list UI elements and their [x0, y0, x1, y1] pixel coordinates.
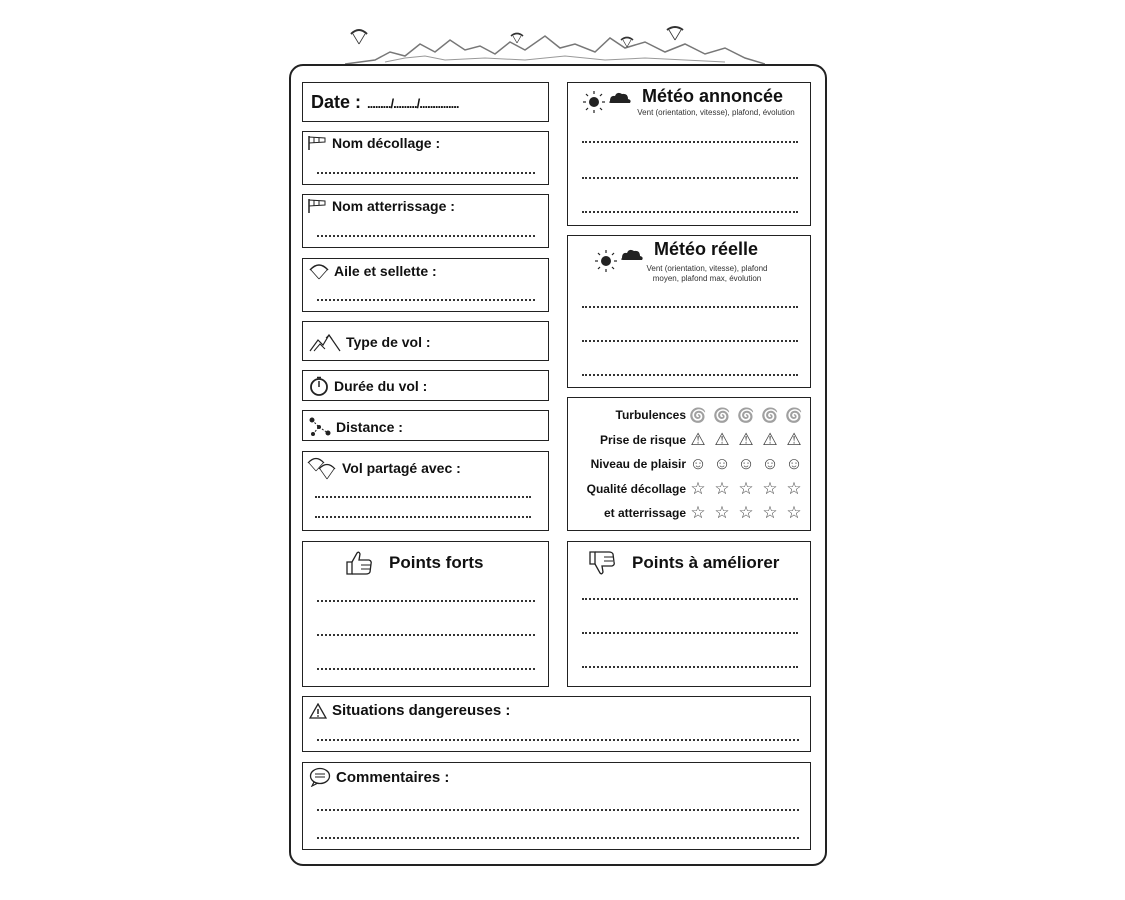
distance-label: Distance :: [336, 419, 403, 435]
actual-note-line-1: Vent (orientation, vitesse), plafond: [646, 264, 768, 273]
warning-icon[interactable]: ⚠: [762, 429, 778, 449]
star-icon[interactable]: ☆: [762, 478, 778, 498]
rating-scale: [688, 455, 804, 473]
actual-title: Météo réelle: [654, 239, 759, 259]
forecast-line-1[interactable]: [582, 141, 798, 143]
thumbs-up-icon: [345, 550, 375, 576]
danger-line[interactable]: [317, 739, 799, 741]
turbulence-icon[interactable]: 🌀: [761, 407, 779, 423]
actual-line-2[interactable]: [582, 340, 798, 342]
forecast-line-3[interactable]: [582, 211, 798, 213]
turbulence-icon[interactable]: 🌀: [737, 407, 755, 423]
route-icon: [309, 417, 331, 437]
turbulence-icon[interactable]: 🌀: [713, 407, 731, 423]
windsock-icon: [307, 198, 327, 214]
star-icon[interactable]: ☆: [738, 503, 754, 522]
improve-line-1[interactable]: [582, 598, 798, 600]
mountains-icon: [345, 22, 765, 66]
star-icon[interactable]: ☆: [738, 478, 754, 498]
flight-type-label: Type de vol :: [346, 334, 431, 350]
star-icon[interactable]: ☆: [714, 478, 730, 498]
comments-box[interactable]: [302, 762, 811, 850]
ratings-box: [567, 397, 811, 531]
danger-label: Situations dangereuses :: [332, 702, 511, 719]
takeoff-label: Nom décollage :: [332, 135, 441, 151]
shared-line-1[interactable]: [315, 496, 531, 498]
landing-line[interactable]: [317, 235, 535, 237]
date-label: Date :: [311, 92, 362, 112]
actual-note-line-2: moyen, plafond max, évolution: [652, 274, 762, 283]
rating-label: Prise de risque: [599, 432, 686, 447]
warning-icon[interactable]: ⚠: [714, 429, 730, 449]
star-icon[interactable]: ☆: [690, 503, 706, 522]
stopwatch-icon: [309, 376, 329, 396]
danger-box[interactable]: [302, 696, 811, 752]
mountains-icon: [309, 332, 341, 352]
star-icon[interactable]: ☆: [786, 478, 802, 498]
strengths-line-2[interactable]: [317, 634, 535, 636]
star-icon[interactable]: ☆: [786, 503, 802, 522]
actual-weather-box[interactable]: [567, 235, 811, 388]
comments-label: Commentaires :: [336, 768, 450, 786]
shared-box[interactable]: [302, 451, 549, 531]
shared-label: Vol partagé avec :: [342, 460, 461, 476]
actual-line-1[interactable]: [582, 306, 798, 308]
thumbs-down-icon: [588, 550, 618, 576]
rating-label: Niveau de plaisir: [590, 457, 686, 471]
date-box[interactable]: [302, 82, 549, 122]
takeoff-line[interactable]: [317, 172, 535, 174]
improve-line-2[interactable]: [582, 632, 798, 634]
paragliders-icon: [307, 455, 337, 481]
forecast-box[interactable]: [567, 82, 811, 226]
shared-line-2[interactable]: [315, 516, 531, 518]
smiley-icon[interactable]: ☺: [689, 454, 707, 473]
forecast-line-2[interactable]: [582, 177, 798, 179]
forecast-title: Météo annoncée: [642, 86, 784, 106]
landing-label: Nom atterrissage :: [332, 198, 455, 214]
warning-icon: [309, 703, 327, 719]
duration-label: Durée du vol :: [334, 378, 428, 394]
strengths-box[interactable]: [302, 541, 549, 687]
improve-box[interactable]: [567, 541, 811, 687]
rating-label: Qualité décollage: [586, 481, 686, 496]
wing-line[interactable]: [317, 299, 535, 301]
windsock-icon: [307, 135, 327, 151]
strengths-title: Points forts: [389, 553, 484, 572]
improve-line-3[interactable]: [582, 666, 798, 668]
wing-box[interactable]: [302, 258, 549, 312]
smiley-icon[interactable]: ☺: [713, 454, 731, 473]
comments-line-1[interactable]: [317, 809, 799, 811]
takeoff-box[interactable]: [302, 131, 549, 185]
duration-box[interactable]: [302, 370, 549, 401]
header-decoration: [345, 22, 765, 66]
warning-icon[interactable]: ⚠: [786, 429, 802, 449]
actual-note: [632, 264, 782, 284]
warning-icon[interactable]: ⚠: [738, 429, 754, 449]
rating-scale: [688, 406, 804, 424]
smiley-icon[interactable]: ☺: [785, 454, 803, 473]
star-icon[interactable]: ☆: [762, 503, 778, 522]
turbulence-icon[interactable]: 🌀: [785, 407, 803, 423]
wing-label: Aile et sellette :: [334, 263, 437, 279]
rating-scale: [688, 480, 804, 498]
paraglider-icon: [309, 262, 329, 280]
actual-line-3[interactable]: [582, 374, 798, 376]
warning-icon[interactable]: ⚠: [690, 429, 706, 449]
strengths-line-1[interactable]: [317, 600, 535, 602]
comments-line-2[interactable]: [317, 837, 799, 839]
rating-scale: [688, 431, 804, 449]
star-icon[interactable]: ☆: [714, 503, 730, 522]
rating-label: et atterrissage: [603, 506, 686, 520]
forecast-note: Vent (orientation, vitesse), plafond, évolution: [637, 108, 795, 117]
date-placeholder: ........./........./...............: [367, 96, 459, 111]
rating-scale: [688, 504, 804, 522]
distance-box[interactable]: [302, 410, 549, 441]
speech-bubble-icon: [309, 767, 331, 787]
smiley-icon[interactable]: ☺: [761, 454, 779, 473]
star-icon[interactable]: ☆: [690, 478, 706, 498]
flight-type-box[interactable]: [302, 321, 549, 361]
improve-title: Points à améliorer: [632, 553, 780, 572]
rating-label: Turbulences: [615, 408, 686, 422]
turbulence-icon[interactable]: 🌀: [689, 407, 707, 423]
landing-box[interactable]: [302, 194, 549, 248]
smiley-icon[interactable]: ☺: [737, 454, 755, 473]
strengths-line-3[interactable]: [317, 668, 535, 670]
